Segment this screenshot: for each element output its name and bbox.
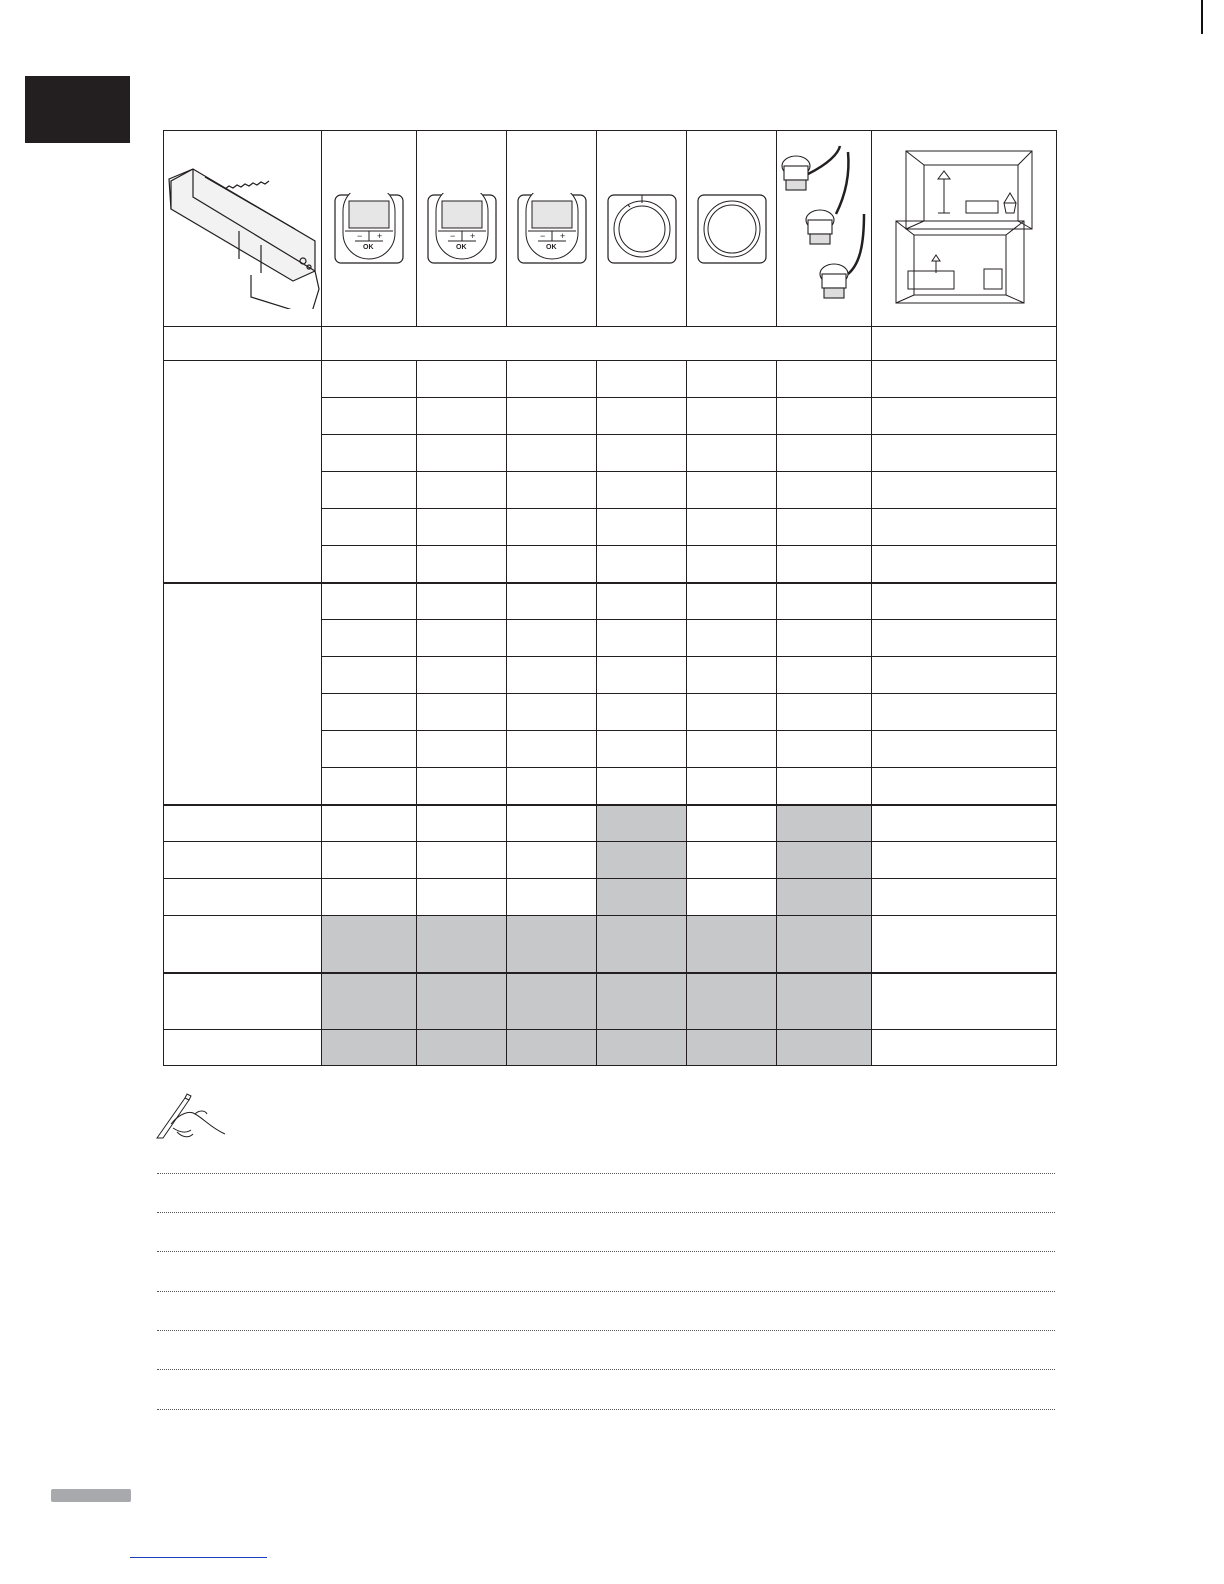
table-cell[interactable] xyxy=(507,435,597,472)
room-interior-icon xyxy=(894,149,1034,309)
table-cell[interactable] xyxy=(507,916,597,973)
table-cell[interactable] xyxy=(687,620,777,657)
footer-link-underline[interactable] xyxy=(130,1557,267,1558)
table-row xyxy=(164,879,1057,916)
table-cell[interactable] xyxy=(687,583,777,620)
table-cell[interactable] xyxy=(507,398,597,435)
table-cell[interactable] xyxy=(507,694,597,731)
table-row xyxy=(164,583,1057,620)
table-cell[interactable] xyxy=(777,361,872,398)
svg-text:−: − xyxy=(357,230,363,241)
table-cell[interactable] xyxy=(777,768,872,805)
dial-thermostat-header xyxy=(597,131,687,327)
writing-hand-icon xyxy=(155,1092,229,1140)
table-row xyxy=(164,805,1057,842)
base-controller-icon xyxy=(165,149,321,309)
table-cell[interactable] xyxy=(507,731,597,768)
table-cell[interactable] xyxy=(417,546,507,583)
table-cell[interactable] xyxy=(872,768,1057,805)
table-cell[interactable] xyxy=(417,472,507,509)
table-cell[interactable] xyxy=(322,973,417,1030)
table-cell[interactable] xyxy=(417,1030,507,1066)
dial-thermostat-icon xyxy=(606,193,678,265)
table-cell[interactable] xyxy=(777,805,872,842)
table-cell[interactable] xyxy=(597,842,687,879)
table-row xyxy=(164,973,1057,1030)
actuators-header xyxy=(777,131,872,327)
table-cell[interactable] xyxy=(687,842,777,879)
note-line[interactable] xyxy=(157,1291,1055,1292)
table-cell[interactable] xyxy=(597,973,687,1030)
table-cell[interactable] xyxy=(777,657,872,694)
table-cell[interactable] xyxy=(417,973,507,1030)
table-cell[interactable] xyxy=(597,731,687,768)
table-cell[interactable] xyxy=(872,435,1057,472)
table-cell[interactable] xyxy=(322,398,417,435)
table-cell[interactable] xyxy=(687,1030,777,1066)
table-cell[interactable] xyxy=(507,546,597,583)
table-cell[interactable] xyxy=(777,472,872,509)
table-cell[interactable] xyxy=(322,327,872,361)
table-cell[interactable] xyxy=(872,731,1057,768)
table-cell[interactable] xyxy=(597,398,687,435)
table-row xyxy=(164,361,1057,398)
table-cell[interactable] xyxy=(322,842,417,879)
table-cell[interactable] xyxy=(417,916,507,973)
table-cell[interactable] xyxy=(507,657,597,694)
table-cell[interactable] xyxy=(322,361,417,398)
table-cell[interactable] xyxy=(872,620,1057,657)
table-cell[interactable] xyxy=(687,694,777,731)
table-cell[interactable] xyxy=(687,509,777,546)
table-cell[interactable] xyxy=(597,472,687,509)
table-cell[interactable] xyxy=(417,657,507,694)
table-cell[interactable] xyxy=(417,805,507,842)
table-cell[interactable] xyxy=(507,768,597,805)
table-cell[interactable] xyxy=(597,509,687,546)
table-cell[interactable] xyxy=(417,398,507,435)
svg-text:+: + xyxy=(377,230,383,241)
table-cell[interactable] xyxy=(872,1030,1057,1066)
table-cell[interactable] xyxy=(597,657,687,694)
table-cell[interactable] xyxy=(322,583,417,620)
table-cell[interactable] xyxy=(872,973,1057,1030)
table-cell[interactable] xyxy=(322,879,417,916)
controller-header-cell xyxy=(164,131,322,327)
table-cell[interactable] xyxy=(417,694,507,731)
table-cell[interactable] xyxy=(507,973,597,1030)
table-cell[interactable] xyxy=(417,361,507,398)
table-cell[interactable] xyxy=(597,361,687,398)
table-cell[interactable] xyxy=(597,1030,687,1066)
table-cell[interactable] xyxy=(777,398,872,435)
table-cell[interactable] xyxy=(872,842,1057,879)
digital-thermostat-icon xyxy=(426,193,498,265)
svg-text:−: − xyxy=(539,230,545,241)
table-cell[interactable] xyxy=(322,435,417,472)
table-cell[interactable] xyxy=(322,546,417,583)
table-cell[interactable] xyxy=(597,435,687,472)
table-cell[interactable] xyxy=(687,879,777,916)
sensor-thermostat-header xyxy=(687,131,777,327)
table-cell[interactable] xyxy=(872,916,1057,973)
table-cell[interactable] xyxy=(687,805,777,842)
table-cell[interactable] xyxy=(322,768,417,805)
table-cell[interactable] xyxy=(597,805,687,842)
table-cell[interactable] xyxy=(872,879,1057,916)
language-tab xyxy=(25,76,130,143)
table-row xyxy=(164,327,1057,361)
table-cell[interactable] xyxy=(777,879,872,916)
table-cell[interactable] xyxy=(687,657,777,694)
table-cell[interactable] xyxy=(872,694,1057,731)
table-cell[interactable] xyxy=(164,1030,322,1066)
actuator-icon xyxy=(778,144,870,314)
table-cell[interactable] xyxy=(164,973,322,1030)
table-cell[interactable] xyxy=(507,583,597,620)
table-cell[interactable] xyxy=(507,361,597,398)
table-cell[interactable] xyxy=(597,694,687,731)
digital-thermostat-3-header xyxy=(507,131,597,327)
table-cell[interactable] xyxy=(777,583,872,620)
table-cell[interactable] xyxy=(322,657,417,694)
table-cell[interactable] xyxy=(687,435,777,472)
svg-text:−: − xyxy=(449,230,455,241)
table-cell[interactable] xyxy=(687,973,777,1030)
table-cell[interactable] xyxy=(322,805,417,842)
table-cell[interactable] xyxy=(597,916,687,973)
table-cell[interactable] xyxy=(507,620,597,657)
table-cell[interactable] xyxy=(417,583,507,620)
table-cell[interactable] xyxy=(777,842,872,879)
table-cell[interactable] xyxy=(872,546,1057,583)
table-cell[interactable] xyxy=(687,546,777,583)
record-table xyxy=(163,130,1057,1066)
table-cell[interactable] xyxy=(777,620,872,657)
svg-text:+: + xyxy=(559,230,565,241)
table-cell[interactable] xyxy=(322,694,417,731)
note-line[interactable] xyxy=(157,1330,1055,1331)
digital-thermostat-2-header xyxy=(417,131,507,327)
table-cell[interactable] xyxy=(417,509,507,546)
table-cell[interactable] xyxy=(597,546,687,583)
table-row xyxy=(164,842,1057,879)
table-cell[interactable] xyxy=(597,583,687,620)
table-cell[interactable] xyxy=(687,472,777,509)
table-cell[interactable] xyxy=(507,472,597,509)
note-line[interactable] xyxy=(157,1409,1055,1410)
page-number-bar xyxy=(51,1489,131,1502)
table-cell[interactable] xyxy=(507,842,597,879)
table-cell[interactable] xyxy=(872,472,1057,509)
sensor-thermostat-icon xyxy=(696,193,768,265)
svg-text:OK: OK xyxy=(363,243,374,251)
svg-text:+: + xyxy=(469,230,475,241)
group-label-cell[interactable] xyxy=(164,361,322,583)
digital-thermostat-icon xyxy=(333,193,405,265)
table-row xyxy=(164,1030,1057,1066)
note-line[interactable] xyxy=(157,1173,1055,1174)
table-cell[interactable] xyxy=(872,583,1057,620)
group-label-cell[interactable] xyxy=(164,583,322,805)
table-cell[interactable] xyxy=(687,398,777,435)
table-cell[interactable] xyxy=(872,327,1057,361)
table-cell[interactable] xyxy=(417,842,507,879)
table-cell[interactable] xyxy=(164,842,322,879)
table-cell[interactable] xyxy=(597,879,687,916)
table-cell[interactable] xyxy=(417,731,507,768)
note-line[interactable] xyxy=(157,1212,1055,1213)
table-cell[interactable] xyxy=(777,916,872,973)
table-cell[interactable] xyxy=(507,509,597,546)
table-cell[interactable] xyxy=(417,879,507,916)
table-cell[interactable] xyxy=(417,435,507,472)
table-cell[interactable] xyxy=(322,509,417,546)
table-cell[interactable] xyxy=(164,805,322,842)
table-cell[interactable] xyxy=(322,1030,417,1066)
table-cell[interactable] xyxy=(777,731,872,768)
table-cell[interactable] xyxy=(322,916,417,973)
table-cell[interactable] xyxy=(507,1030,597,1066)
table-cell[interactable] xyxy=(417,620,507,657)
table-cell[interactable] xyxy=(777,509,872,546)
table-cell[interactable] xyxy=(507,805,597,842)
table-cell[interactable] xyxy=(872,361,1057,398)
table-cell[interactable] xyxy=(597,768,687,805)
rooms-header xyxy=(872,131,1057,327)
table-cell[interactable] xyxy=(164,879,322,916)
note-line[interactable] xyxy=(157,1251,1055,1252)
table-cell[interactable] xyxy=(597,620,687,657)
table-cell[interactable] xyxy=(164,916,322,973)
table-cell[interactable] xyxy=(872,805,1057,842)
table-cell[interactable] xyxy=(687,768,777,805)
table-cell[interactable] xyxy=(872,398,1057,435)
table-cell[interactable] xyxy=(687,361,777,398)
table-cell[interactable] xyxy=(872,657,1057,694)
table-cell[interactable] xyxy=(687,731,777,768)
table-cell[interactable] xyxy=(777,973,872,1030)
note-line[interactable] xyxy=(157,1369,1055,1370)
svg-text:OK: OK xyxy=(545,243,556,251)
digital-thermostat-icon xyxy=(516,193,588,265)
table-cell[interactable] xyxy=(687,916,777,973)
table-row xyxy=(164,916,1057,973)
table-cell[interactable] xyxy=(164,327,322,361)
table-cell[interactable] xyxy=(777,546,872,583)
device-header-row xyxy=(164,131,1057,327)
digital-thermostat-1-header xyxy=(322,131,417,327)
svg-text:OK: OK xyxy=(455,243,466,251)
table-cell[interactable] xyxy=(777,694,872,731)
table-cell[interactable] xyxy=(322,472,417,509)
table-cell[interactable] xyxy=(417,768,507,805)
page-edge-mark xyxy=(1201,0,1203,34)
table-cell[interactable] xyxy=(322,620,417,657)
table-cell[interactable] xyxy=(507,879,597,916)
table-cell[interactable] xyxy=(322,731,417,768)
table-cell[interactable] xyxy=(777,435,872,472)
table-cell[interactable] xyxy=(777,1030,872,1066)
table-cell[interactable] xyxy=(872,509,1057,546)
